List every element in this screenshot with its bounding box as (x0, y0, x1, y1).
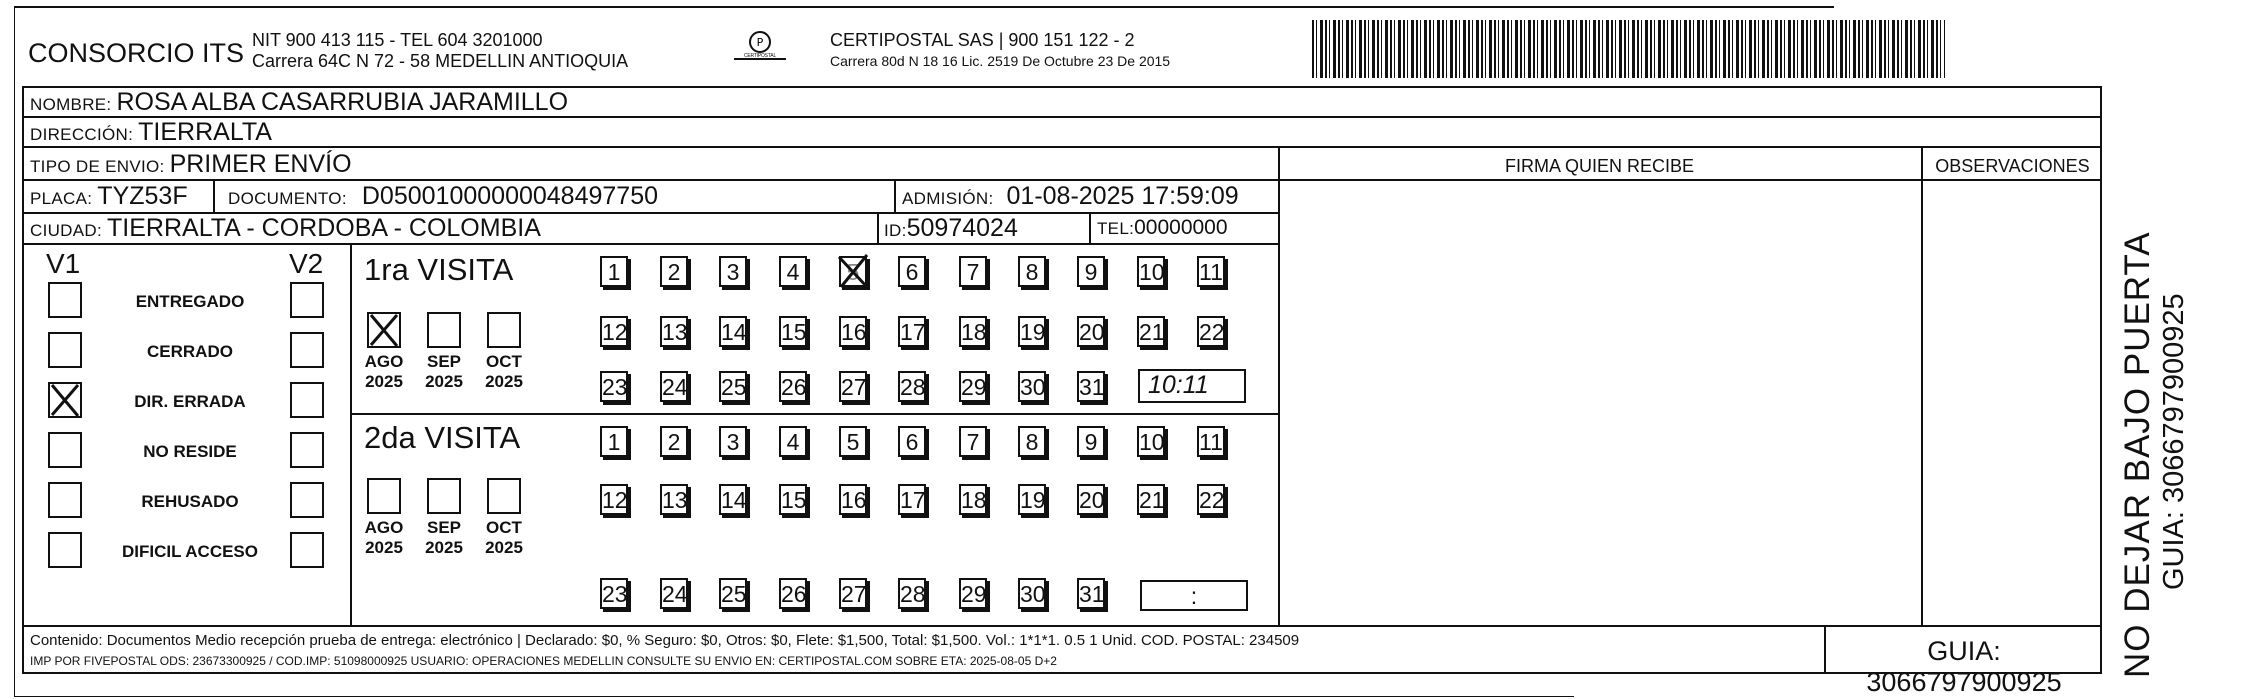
day-box[interactable] (959, 426, 987, 457)
day-number: 25 (721, 581, 747, 607)
day-number: 17 (900, 319, 926, 345)
visit1-time-box[interactable] (1138, 369, 1246, 403)
tipo-envio-value: PRIMER ENVÍO (169, 150, 352, 178)
day-number: 20 (1079, 487, 1105, 513)
day-box[interactable] (779, 578, 807, 609)
day-number: 22 (1199, 487, 1225, 513)
month-checkbox[interactable] (427, 312, 461, 348)
day-box[interactable] (839, 578, 867, 609)
day-box[interactable] (600, 371, 628, 402)
day-number: 11 (1199, 259, 1223, 285)
direccion-label: DIRECCIÓN: (30, 125, 134, 144)
ciudad-label: CIUDAD: (30, 221, 102, 240)
day-box[interactable] (779, 371, 807, 402)
month-label: SEP (426, 352, 462, 371)
day-number: 18 (961, 487, 987, 513)
day-number: 4 (786, 429, 800, 455)
day-number: 28 (900, 581, 926, 607)
day-number: 8 (1025, 259, 1039, 285)
day-box[interactable] (1137, 316, 1165, 347)
day-number: 8 (1025, 429, 1039, 455)
reason-label: ENTREGADO (135, 292, 245, 311)
footer-guia: GUIA: 3066797900925 (1866, 636, 2062, 697)
v1-checkbox[interactable] (48, 382, 82, 418)
admision-label: ADMISIÓN: (902, 189, 994, 208)
day-box[interactable] (600, 316, 628, 347)
certipostal-nit: CERTIPOSTAL SAS | 900 151 122 - 2 (830, 30, 1135, 50)
day-box[interactable] (600, 484, 628, 515)
day-box[interactable] (1137, 426, 1165, 457)
day-box[interactable] (1077, 578, 1105, 609)
day-number: 13 (662, 319, 688, 345)
side-guia: GUIA: 3066797900925 (2158, 293, 2190, 590)
day-box[interactable] (719, 426, 747, 457)
day-number: 12 (602, 319, 628, 345)
year-label: 2025 (425, 538, 463, 557)
footer-contents: Contenido: Documentos Medio recepción prueba de entrega: electrónico | Declarado: $0, % Seguro: $0, Otros: $0, Flete: $1,500, Total: $1,500. Vol.: 1*1*1. 0.5 1 Unid. COD. POSTAL: 234509 (30, 632, 1300, 649)
day-box[interactable] (660, 316, 688, 347)
day-number: 28 (900, 374, 926, 400)
day-box[interactable] (1018, 484, 1046, 515)
day-box[interactable] (660, 371, 688, 402)
direccion-row (30, 118, 272, 147)
day-number: 23 (602, 581, 628, 607)
day-number: 24 (662, 374, 688, 400)
day-box[interactable] (779, 256, 807, 287)
nombre-label: NOMBRE: (30, 95, 112, 114)
day-box[interactable] (1077, 316, 1105, 347)
admision-row (902, 182, 1239, 211)
v1-checkbox[interactable] (48, 432, 82, 468)
day-number: 23 (602, 374, 628, 400)
day-number: 17 (900, 487, 926, 513)
v1-checkbox[interactable] (48, 532, 82, 568)
day-box[interactable] (719, 578, 747, 609)
day-box[interactable] (959, 578, 987, 609)
certipostal-logo (730, 30, 790, 66)
day-number: 30 (1020, 374, 1046, 400)
year-label: 2025 (425, 372, 463, 391)
day-box[interactable] (1197, 256, 1225, 287)
day-number: 4 (786, 259, 800, 285)
visit2-time: : (1190, 583, 1198, 609)
month-checkbox[interactable] (367, 478, 401, 514)
direccion-value: TIERRALTA (138, 118, 272, 146)
day-number: 24 (662, 581, 688, 607)
reason-label: CERRADO (147, 342, 233, 361)
ciudad-value: TIERRALTA - CORDOBA - COLOMBIA (107, 214, 541, 242)
month-checkbox[interactable] (427, 478, 461, 514)
month-label: OCT (486, 352, 522, 371)
ciudad-row (30, 214, 541, 243)
day-box[interactable] (1077, 256, 1105, 287)
side-warning: NO DEJAR BAJO PUERTA (2118, 231, 2157, 678)
company-name: CONSORCIO ITS (28, 38, 245, 68)
day-box[interactable] (1018, 256, 1046, 287)
day-number: 3 (726, 429, 740, 455)
placa-row (30, 182, 188, 211)
day-box[interactable] (839, 316, 867, 347)
day-number: 5 (846, 259, 860, 285)
day-number: 27 (841, 581, 867, 607)
company-address: Carrera 64C N 72 - 58 MEDELLIN ANTIOQUIA (252, 51, 629, 71)
tel-label: TEL: (1097, 219, 1135, 238)
day-number: 15 (781, 319, 807, 345)
day-number: 29 (961, 374, 987, 400)
reason-label: REHUSADO (141, 492, 239, 511)
day-box[interactable] (959, 484, 987, 515)
id-value: 50974024 (906, 214, 1018, 242)
day-box[interactable] (1077, 371, 1105, 402)
day-number: 21 (1139, 319, 1165, 345)
nombre-value: ROSA ALBA CASARRUBIA JARAMILLO (116, 88, 569, 116)
day-box[interactable] (839, 371, 867, 402)
day-number: 31 (1079, 581, 1105, 607)
day-box[interactable] (1077, 426, 1105, 457)
day-number: 3 (726, 259, 740, 285)
id-row (884, 214, 1018, 243)
day-number: 25 (721, 374, 747, 400)
day-box[interactable] (600, 426, 628, 457)
placa-value: TYZ53F (97, 182, 188, 210)
v2-checkbox[interactable] (290, 432, 324, 468)
day-box[interactable] (600, 578, 628, 609)
day-box[interactable] (839, 484, 867, 515)
day-box[interactable] (898, 578, 926, 609)
month-label: OCT (486, 518, 522, 537)
month-checkbox[interactable] (487, 312, 521, 348)
day-number: 11 (1199, 429, 1223, 455)
tel-row (1097, 216, 1228, 240)
svg-text:P: P (756, 36, 764, 49)
day-number: 2 (667, 429, 681, 455)
v2-checkbox[interactable] (290, 532, 324, 568)
day-box[interactable] (839, 256, 867, 287)
day-box[interactable] (1197, 316, 1225, 347)
day-number: 10 (1139, 429, 1165, 455)
documento-row (228, 182, 658, 211)
day-box[interactable] (1018, 426, 1046, 457)
day-box[interactable] (719, 256, 747, 287)
day-box[interactable] (779, 426, 807, 457)
day-box[interactable] (1077, 484, 1105, 515)
visit1-title: 1ra VISITA (364, 252, 514, 287)
day-box[interactable] (959, 371, 987, 402)
certipostal-info (830, 30, 1170, 72)
top-border (14, 6, 1834, 8)
day-number: 18 (961, 319, 987, 345)
v1-header: V1 (46, 248, 81, 279)
v2-checkbox[interactable] (290, 332, 324, 368)
year-label: 2025 (365, 538, 403, 557)
day-box[interactable] (600, 256, 628, 287)
year-label: 2025 (485, 372, 523, 391)
month-label: AGO (364, 518, 404, 537)
day-box[interactable] (959, 256, 987, 287)
day-box[interactable] (719, 371, 747, 402)
day-number: 14 (721, 319, 747, 345)
logo-wordmark: CERTIPOSTAL (743, 53, 777, 59)
v2-header: V2 (289, 248, 324, 279)
reason-label: DIR. ERRADA (134, 392, 246, 411)
observaciones-header: OBSERVACIONES (1935, 156, 2090, 176)
v1-checkbox[interactable] (48, 332, 82, 368)
reason-label: NO RESIDE (143, 442, 237, 461)
tipo-envio-label: TIPO DE ENVIO: (30, 157, 165, 176)
side-text (2118, 118, 2238, 678)
day-number: 5 (846, 429, 860, 455)
day-number: 26 (781, 374, 807, 400)
footer-print-info: IMP POR FIVEPOSTAL ODS: 23673300925 / COD.IMP: 51098000925 USUARIO: OPERACIONES MEDELLIN CONSULTE SU ENVIO EN: CERTIPOSTAL.COM SOBRE ETA: 2025-08-05 D+2 (30, 654, 1057, 668)
year-label: 2025 (485, 538, 523, 557)
day-box[interactable] (1018, 578, 1046, 609)
day-box[interactable] (1018, 371, 1046, 402)
day-box[interactable] (959, 316, 987, 347)
day-number: 9 (1084, 429, 1098, 455)
day-number: 2 (667, 259, 681, 285)
month-checkbox[interactable] (487, 478, 521, 514)
day-number: 22 (1199, 319, 1225, 345)
admision-value: 01-08-2025 17:59:09 (1006, 182, 1239, 210)
visit2-time-box[interactable] (1140, 580, 1248, 611)
day-box[interactable] (719, 316, 747, 347)
day-number: 16 (841, 319, 867, 345)
visit1-time: 10:11 (1148, 371, 1209, 399)
day-box[interactable] (1018, 316, 1046, 347)
documento-value: D05001000000048497750 (361, 182, 659, 210)
barcode (1312, 20, 1945, 78)
day-number: 15 (781, 487, 807, 513)
day-box[interactable] (839, 426, 867, 457)
day-number: 12 (602, 487, 628, 513)
year-label: 2025 (365, 372, 403, 391)
v1-checkbox[interactable] (48, 282, 82, 318)
day-box[interactable] (1137, 256, 1165, 287)
day-number: 7 (966, 259, 980, 285)
day-box[interactable] (898, 484, 926, 515)
v1-checkbox[interactable] (48, 482, 82, 518)
day-number: 7 (966, 429, 980, 455)
day-number: 31 (1079, 374, 1105, 400)
tipo-envio-row (30, 150, 352, 179)
day-box[interactable] (1137, 484, 1165, 515)
company-info (252, 30, 628, 72)
day-number: 14 (721, 487, 747, 513)
day-number: 6 (905, 259, 919, 285)
nombre-row (30, 88, 568, 117)
day-number: 9 (1084, 259, 1098, 285)
day-box[interactable] (898, 256, 926, 287)
month-label: SEP (426, 518, 462, 537)
day-number: 29 (961, 581, 987, 607)
day-number: 20 (1079, 319, 1105, 345)
day-number: 26 (781, 581, 807, 607)
placa-label: PLACA: (30, 189, 93, 208)
day-number: 21 (1139, 487, 1165, 513)
month-checkbox[interactable] (367, 312, 401, 348)
v2-checkbox[interactable] (290, 282, 324, 318)
firma-header: FIRMA QUIEN RECIBE (1504, 156, 1695, 176)
day-box[interactable] (779, 484, 807, 515)
certipostal-license: Carrera 80d N 18 16 Lic. 2519 De Octubre 23 De 2015 (830, 53, 1171, 69)
day-box[interactable] (898, 316, 926, 347)
day-box[interactable] (1197, 484, 1225, 515)
day-number: 10 (1139, 259, 1165, 285)
day-box[interactable] (779, 316, 807, 347)
id-label: ID: (884, 221, 907, 240)
day-box[interactable] (898, 426, 926, 457)
day-box[interactable] (660, 256, 688, 287)
documento-label: DOCUMENTO: (228, 189, 347, 208)
day-box[interactable] (660, 578, 688, 609)
day-box[interactable] (660, 426, 688, 457)
v2-checkbox[interactable] (290, 482, 324, 518)
company-nit: NIT 900 413 115 - TEL 604 3201000 (252, 30, 543, 50)
day-box[interactable] (1197, 426, 1225, 457)
day-number: 19 (1020, 319, 1046, 345)
reason-label: DIFICIL ACCESO (121, 542, 258, 561)
tel-value: 00000000 (1134, 216, 1228, 239)
day-box[interactable] (898, 371, 926, 402)
day-number: 13 (662, 487, 688, 513)
day-number: 1 (607, 259, 621, 285)
day-box[interactable] (719, 484, 747, 515)
visit2-title: 2da VISITA (364, 420, 521, 455)
day-box[interactable] (660, 484, 688, 515)
day-number: 16 (841, 487, 867, 513)
day-number: 6 (905, 429, 919, 455)
day-number: 19 (1020, 487, 1046, 513)
v2-checkbox[interactable] (290, 382, 324, 418)
day-number: 27 (841, 374, 867, 400)
day-number: 1 (607, 429, 621, 455)
month-label: AGO (364, 352, 404, 371)
day-number: 30 (1020, 581, 1046, 607)
